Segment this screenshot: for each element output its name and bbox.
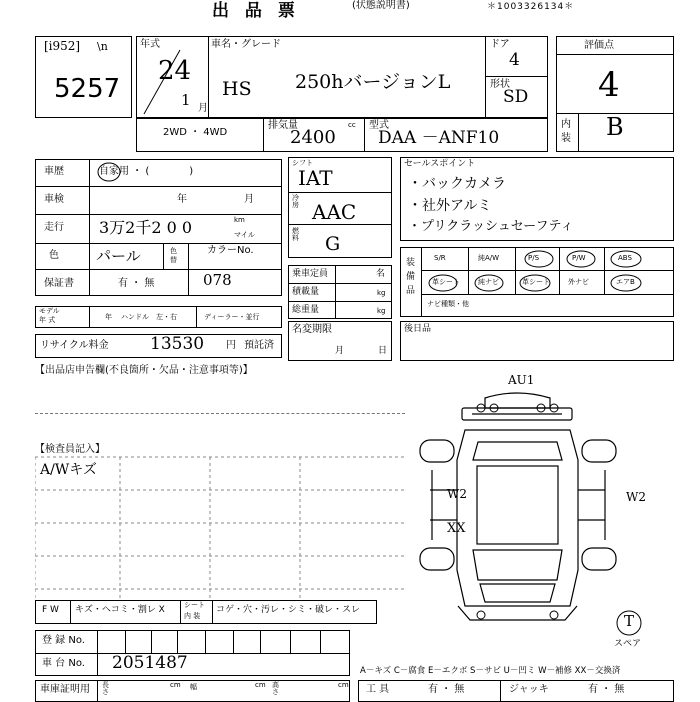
cert-length: 長さ [102, 681, 109, 696]
inspection-year: 年 [177, 194, 187, 205]
later-label: 後日品 [404, 324, 432, 334]
equip-pw: P/W [572, 254, 586, 262]
inspection-month: 月 [244, 194, 254, 205]
score-value: 4 [598, 65, 620, 105]
gross-unit: kg [377, 307, 386, 315]
equip-ext-navi: 外ナビ [568, 278, 589, 286]
warranty-label: 保証書 [44, 278, 74, 289]
model-label: 型式 [369, 120, 389, 131]
chassis-value: 2051487 [112, 653, 188, 673]
cert-width: 幅 [190, 683, 197, 691]
lot-number: 5257 [54, 74, 121, 104]
lot-bracket: [i952] [44, 39, 81, 53]
inspector-note: A/Wキズ [40, 462, 97, 478]
name-change-label: 名変期限 [292, 324, 332, 335]
history-circle [96, 160, 122, 184]
year-label: 年式 [140, 39, 160, 50]
repaint-label: 色替 [170, 247, 177, 264]
warranty-options: 有 ・ 無 [118, 278, 155, 289]
fuel-value: G [325, 233, 341, 255]
month-value: 1 [181, 91, 191, 109]
seat-label: シート [184, 601, 205, 609]
color-value: パール [96, 247, 141, 265]
inspection-label: 車検 [44, 194, 64, 205]
dealer-options: ディーラー・並行 [204, 313, 260, 321]
spare-mark: T [624, 612, 635, 630]
load-unit: kg [377, 289, 386, 297]
garage-cert-label: 車庫証明用 [40, 684, 90, 695]
color-label: 色 [49, 250, 59, 261]
mileage-value: 3万2千2 0 0 [99, 218, 193, 237]
sales-point-2: ・社外アルミ [408, 198, 492, 214]
cert-width-cm: cm [255, 681, 266, 689]
cert-height-cm: cm [338, 681, 349, 689]
aircon-value: AAC [312, 200, 357, 224]
seller-notes-label: 【出品店申告欄(不良箇所・欠品・注意事項等)】 [35, 365, 253, 376]
displacement-label: 排気量 [268, 120, 298, 131]
shape-value: SD [503, 87, 529, 107]
model-year-label1: モデル [39, 307, 60, 315]
interior-label: 内装 [561, 119, 571, 144]
displacement-value: 2400 [290, 127, 336, 148]
door-value: 4 [509, 50, 520, 70]
model-value: DAA －ANF10 [378, 128, 500, 148]
jack-label: ジャッキ [509, 684, 549, 695]
later-box [400, 321, 674, 361]
damage-legend: A－キズ C－腐食 E－エクボ S－サビ U－凹ミ W－補修 XX－交換済 [360, 666, 621, 676]
shift-value: IAT [298, 166, 333, 190]
recycle-value: 13530 [150, 334, 205, 354]
equipment-circles [421, 247, 674, 294]
car-make: HS [222, 78, 252, 100]
aircon-label: 冷房 [292, 194, 299, 209]
gross-label: 総重量 [292, 305, 320, 315]
form-title: 出 品 票 [212, 1, 300, 21]
mileage-label: 走行 [44, 222, 64, 233]
history-value: 自家用 ・ ( ) [99, 166, 194, 177]
recycle-label: リサイクル料金 [40, 340, 109, 351]
history-label: 車歴 [44, 166, 64, 177]
serial-number: ＊1003326134＊ [487, 2, 575, 12]
model-year-unit: 年 [105, 313, 112, 321]
tools-label: 工 具 [366, 684, 390, 695]
tools-options: 有 ・ 無 [428, 684, 465, 695]
equipment-label: 装備品 [406, 258, 416, 296]
handle-options: ハンドル 左・右 [121, 313, 177, 321]
mileage-km: km [234, 216, 245, 224]
score-label: 評価点 [584, 40, 614, 51]
damage-mark-front: AU1 [508, 373, 535, 387]
equip-leather: 革シート [432, 278, 460, 286]
color-no-label: カラーNo. [207, 245, 254, 256]
equip-navi: 純ナビ [478, 278, 499, 286]
sales-point-1: ・バックカメラ [408, 176, 506, 192]
mileage-mile: マイル [234, 231, 255, 239]
interior-small-label: 内 装 [184, 612, 201, 620]
model-year-label2: 年 式 [39, 316, 56, 324]
car-grade: 250hバージョンL [295, 71, 451, 93]
cert-height: 高さ [272, 681, 279, 696]
inspector-dashed-grid [35, 450, 405, 600]
color-no-value: 078 [203, 271, 232, 289]
chassis-label: 車 台 No. [42, 658, 85, 669]
shift-label: シフト [292, 159, 313, 167]
damage-mark-left: W2 [447, 487, 467, 501]
dirt-codes: コゲ・穴・汚レ・シミ・破レ・スレ [216, 605, 361, 615]
month-unit: 月 [198, 103, 208, 114]
shape-label: 形状 [490, 79, 510, 90]
fw-label: F W [42, 605, 59, 615]
equip-ps: P/S [528, 254, 540, 262]
damage-mark-exchange: XX [447, 521, 466, 536]
fuel-label: 燃料 [292, 227, 299, 242]
capacity-unit: 名 [376, 269, 386, 279]
capacity-label: 乗車定員 [292, 269, 329, 279]
interior-value: B [606, 113, 624, 141]
sales-point-label: セールスポイント [404, 159, 476, 169]
equip-abs: ABS [618, 254, 632, 262]
equip-airbag: エアB [616, 278, 635, 286]
scratch-codes: キズ・ヘコミ・割レ X [75, 605, 165, 615]
name-change-month: 月 [335, 346, 345, 356]
cert-length-cm: cm [170, 681, 181, 689]
car-name-label: 車名・グレード [211, 39, 281, 50]
damage-mark-right: W2 [626, 490, 646, 504]
recycle-unit: 円 [226, 340, 236, 351]
lot-unit: \n [97, 40, 108, 53]
equip-seat: 革シート [522, 278, 550, 286]
jack-options: 有 ・ 無 [588, 684, 625, 695]
registration-label: 登 録 No. [42, 635, 85, 646]
cc-unit: cc [348, 121, 356, 129]
load-label: 積載量 [292, 287, 320, 297]
navi-type-label: ナビ種類・他 [427, 300, 469, 308]
inspector-label: 【検査員記入】 [35, 444, 105, 455]
drive-label: 2WD ・ 4WD [163, 127, 228, 138]
year-value: 24 [158, 56, 192, 86]
sales-point-3: ・プリクラッシュセーフティ [408, 219, 574, 234]
equip-aw: 純A/W [478, 254, 500, 262]
recycle-note: 預託済 [244, 340, 274, 351]
equip-sr: S/R [434, 254, 446, 262]
door-label: ドア [490, 39, 510, 50]
spare-label: スペア [614, 639, 642, 649]
name-change-day: 日 [378, 346, 388, 356]
form-subtitle: (状態説明書) [352, 0, 410, 11]
